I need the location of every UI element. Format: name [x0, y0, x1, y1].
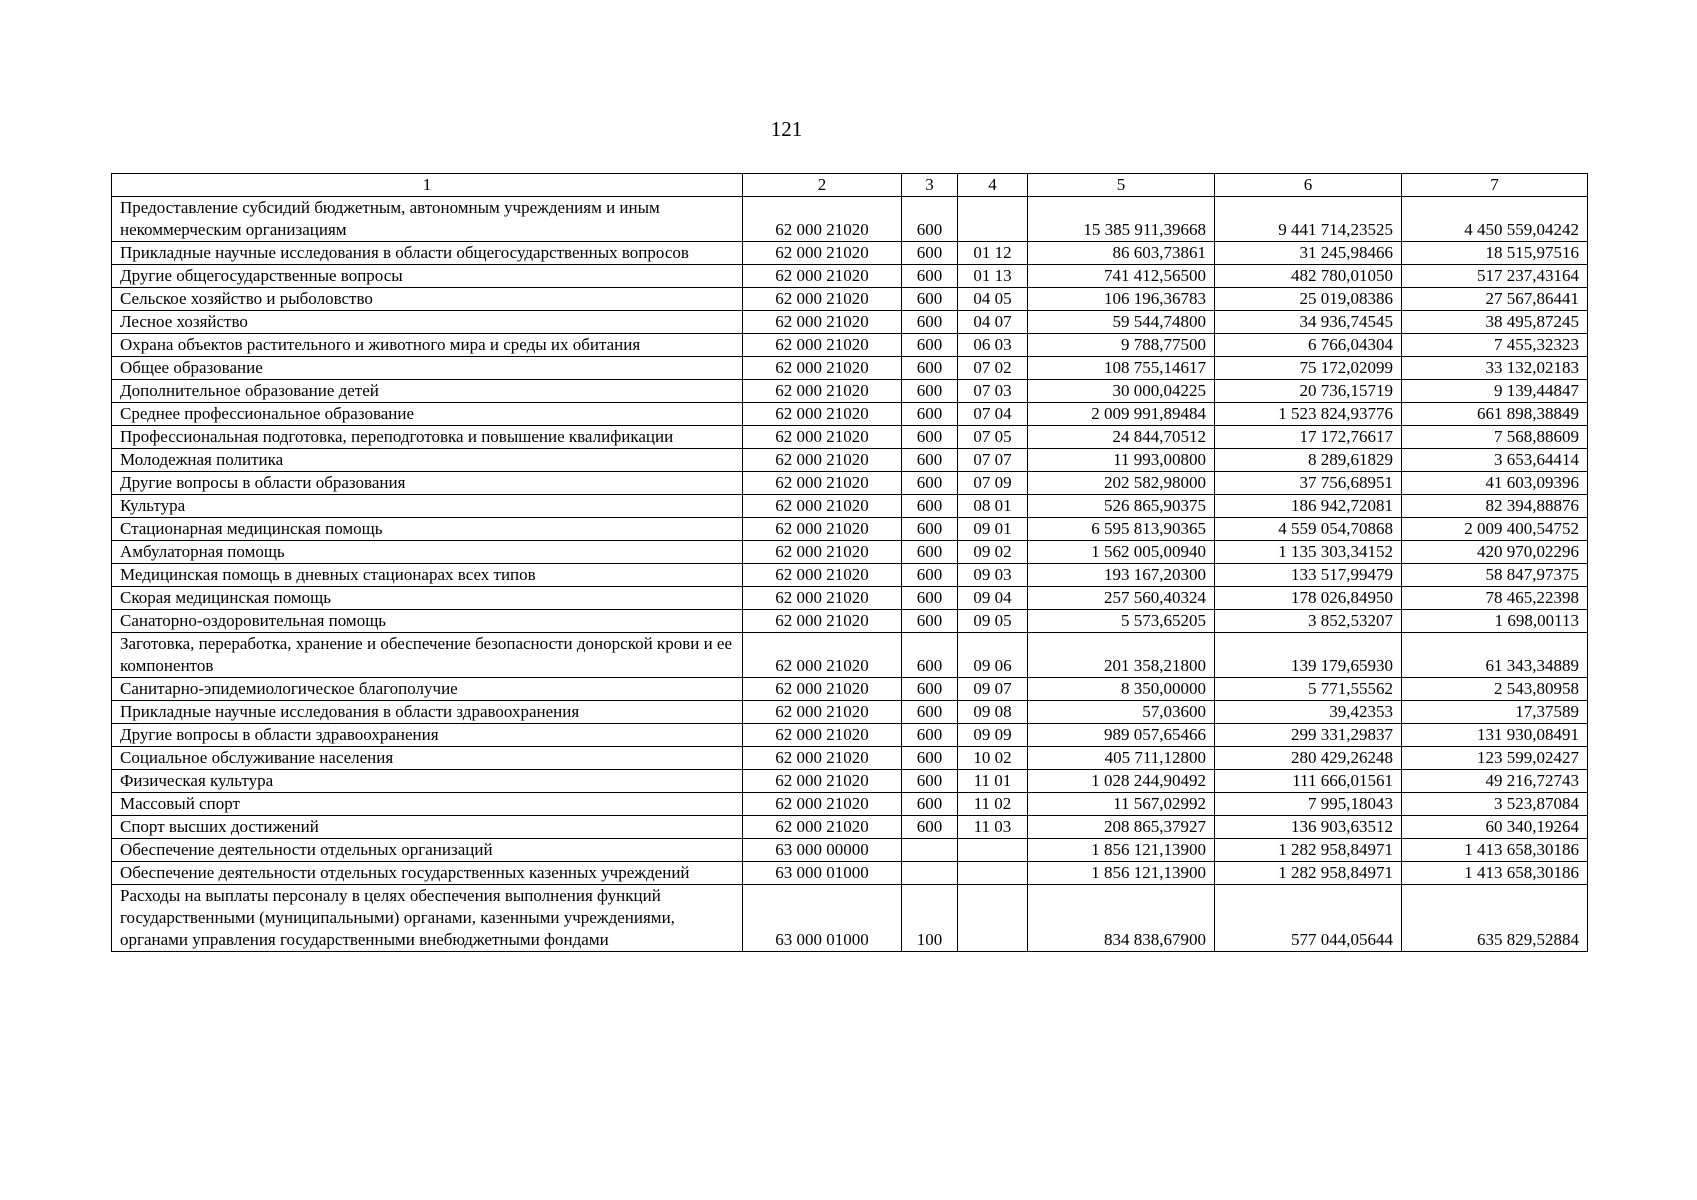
row-vr-cell: 600	[902, 472, 958, 495]
row-value-6-cell: 8 289,61829	[1215, 449, 1402, 472]
row-value-5-cell: 11 567,02992	[1028, 793, 1215, 816]
row-name-cell: Другие вопросы в области образования	[112, 472, 743, 495]
row-section-cell: 09 07	[958, 678, 1028, 701]
row-name-cell: Охрана объектов растительного и животного мира и среды их обитания	[112, 334, 743, 357]
row-section-cell: 01 13	[958, 265, 1028, 288]
row-code-cell: 62 000 21020	[743, 793, 902, 816]
row-value-5-cell: 9 788,77500	[1028, 334, 1215, 357]
table-row	[112, 495, 1588, 518]
row-value-7-cell: 18 515,97516	[1402, 242, 1588, 265]
table-row	[112, 541, 1588, 564]
row-section-cell: 09 09	[958, 724, 1028, 747]
row-value-6-cell: 178 026,84950	[1215, 587, 1402, 610]
column-header: 7	[1402, 174, 1588, 197]
row-value-6-cell: 299 331,29837	[1215, 724, 1402, 747]
column-header: 6	[1215, 174, 1402, 197]
row-value-6-cell: 4 559 054,70868	[1215, 518, 1402, 541]
row-section-cell: 07 09	[958, 472, 1028, 495]
row-section-cell: 09 06	[958, 633, 1028, 678]
header-row	[112, 174, 1588, 197]
row-section-cell: 11 01	[958, 770, 1028, 793]
row-value-6-cell: 3 852,53207	[1215, 610, 1402, 633]
table-row	[112, 242, 1588, 265]
row-vr-cell: 600	[902, 587, 958, 610]
row-code-cell: 63 000 01000	[743, 862, 902, 885]
row-vr-cell: 600	[902, 288, 958, 311]
table-row	[112, 610, 1588, 633]
row-name-cell: Культура	[112, 495, 743, 518]
row-vr-cell	[902, 862, 958, 885]
row-value-6-cell: 20 736,15719	[1215, 380, 1402, 403]
row-name-cell: Лесное хозяйство	[112, 311, 743, 334]
row-vr-cell: 600	[902, 724, 958, 747]
table-row	[112, 793, 1588, 816]
row-name-cell: Скорая медицинская помощь	[112, 587, 743, 610]
table-row	[112, 564, 1588, 587]
row-value-6-cell: 1 135 303,34152	[1215, 541, 1402, 564]
row-value-6-cell: 577 044,05644	[1215, 885, 1402, 952]
row-value-5-cell: 59 544,74800	[1028, 311, 1215, 334]
row-value-5-cell: 526 865,90375	[1028, 495, 1215, 518]
row-code-cell: 62 000 21020	[743, 288, 902, 311]
table-row	[112, 265, 1588, 288]
row-value-5-cell: 257 560,40324	[1028, 587, 1215, 610]
table-row	[112, 885, 1588, 952]
row-value-5-cell: 834 838,67900	[1028, 885, 1215, 952]
row-name-cell: Среднее профессиональное образование	[112, 403, 743, 426]
row-value-5-cell: 989 057,65466	[1028, 724, 1215, 747]
table-row	[112, 747, 1588, 770]
row-value-5-cell: 1 028 244,90492	[1028, 770, 1215, 793]
row-value-7-cell: 82 394,88876	[1402, 495, 1588, 518]
page-number	[0, 117, 1697, 141]
row-name-cell: Заготовка, переработка, хранение и обеспечение безопасности донорской крови и ее компонентов	[112, 633, 743, 678]
row-code-cell: 62 000 21020	[743, 724, 902, 747]
page-number-text: 121	[770, 117, 803, 141]
row-value-6-cell: 111 666,01561	[1215, 770, 1402, 793]
table-row	[112, 426, 1588, 449]
row-section-cell: 09 03	[958, 564, 1028, 587]
table-row	[112, 403, 1588, 426]
row-name-cell: Расходы на выплаты персоналу в целях обеспечения выполнения функций государственными (муниципальными) органами, казенными учреждениями, органами управления государственными внебюджетными фондами	[112, 885, 743, 952]
row-code-cell: 62 000 21020	[743, 610, 902, 633]
budget-table	[111, 173, 1588, 952]
column-header: 2	[743, 174, 902, 197]
row-name-cell: Обеспечение деятельности отдельных государственных казенных учреждений	[112, 862, 743, 885]
row-section-cell	[958, 839, 1028, 862]
row-vr-cell: 600	[902, 265, 958, 288]
row-section-cell: 01 12	[958, 242, 1028, 265]
row-value-7-cell: 49 216,72743	[1402, 770, 1588, 793]
row-section-cell: 07 04	[958, 403, 1028, 426]
row-value-5-cell: 1 856 121,13900	[1028, 862, 1215, 885]
row-value-6-cell: 34 936,74545	[1215, 311, 1402, 334]
row-vr-cell: 600	[902, 242, 958, 265]
row-name-cell: Другие общегосударственные вопросы	[112, 265, 743, 288]
row-value-5-cell: 30 000,04225	[1028, 380, 1215, 403]
row-code-cell: 62 000 21020	[743, 357, 902, 380]
row-section-cell	[958, 885, 1028, 952]
row-value-6-cell: 1 523 824,93776	[1215, 403, 1402, 426]
table-row	[112, 816, 1588, 839]
row-vr-cell: 600	[902, 518, 958, 541]
row-value-7-cell: 9 139,44847	[1402, 380, 1588, 403]
table-row	[112, 357, 1588, 380]
row-value-7-cell: 7 568,88609	[1402, 426, 1588, 449]
row-section-cell: 04 07	[958, 311, 1028, 334]
table-row	[112, 678, 1588, 701]
row-name-cell: Физическая культура	[112, 770, 743, 793]
row-value-6-cell: 1 282 958,84971	[1215, 839, 1402, 862]
row-value-6-cell: 136 903,63512	[1215, 816, 1402, 839]
row-name-cell: Массовый спорт	[112, 793, 743, 816]
row-section-cell: 11 03	[958, 816, 1028, 839]
row-value-5-cell: 6 595 813,90365	[1028, 518, 1215, 541]
row-value-6-cell: 75 172,02099	[1215, 357, 1402, 380]
row-name-cell: Дополнительное образование детей	[112, 380, 743, 403]
row-code-cell: 62 000 21020	[743, 770, 902, 793]
row-code-cell: 62 000 21020	[743, 633, 902, 678]
row-value-6-cell: 37 756,68951	[1215, 472, 1402, 495]
row-value-5-cell: 106 196,36783	[1028, 288, 1215, 311]
row-section-cell: 06 03	[958, 334, 1028, 357]
row-section-cell: 07 07	[958, 449, 1028, 472]
row-vr-cell: 100	[902, 885, 958, 952]
row-value-5-cell: 8 350,00000	[1028, 678, 1215, 701]
row-value-6-cell: 1 282 958,84971	[1215, 862, 1402, 885]
row-vr-cell: 600	[902, 334, 958, 357]
column-header: 1	[112, 174, 743, 197]
row-code-cell: 62 000 21020	[743, 334, 902, 357]
table-row	[112, 380, 1588, 403]
row-value-5-cell: 57,03600	[1028, 701, 1215, 724]
row-value-6-cell: 482 780,01050	[1215, 265, 1402, 288]
row-value-7-cell: 131 930,08491	[1402, 724, 1588, 747]
row-value-5-cell: 2 009 991,89484	[1028, 403, 1215, 426]
row-section-cell: 10 02	[958, 747, 1028, 770]
row-value-5-cell: 202 582,98000	[1028, 472, 1215, 495]
row-value-7-cell: 38 495,87245	[1402, 311, 1588, 334]
row-name-cell: Медицинская помощь в дневных стационарах всех типов	[112, 564, 743, 587]
row-section-cell: 04 05	[958, 288, 1028, 311]
row-section-cell: 09 01	[958, 518, 1028, 541]
table-row	[112, 197, 1588, 242]
row-vr-cell: 600	[902, 747, 958, 770]
row-vr-cell: 600	[902, 541, 958, 564]
row-value-7-cell: 33 132,02183	[1402, 357, 1588, 380]
row-value-5-cell: 108 755,14617	[1028, 357, 1215, 380]
row-vr-cell: 600	[902, 633, 958, 678]
row-value-6-cell: 25 019,08386	[1215, 288, 1402, 311]
row-code-cell: 62 000 21020	[743, 678, 902, 701]
row-value-5-cell: 193 167,20300	[1028, 564, 1215, 587]
row-value-7-cell: 78 465,22398	[1402, 587, 1588, 610]
column-header: 3	[902, 174, 958, 197]
row-value-6-cell: 6 766,04304	[1215, 334, 1402, 357]
row-vr-cell: 600	[902, 610, 958, 633]
row-section-cell: 09 08	[958, 701, 1028, 724]
table-row	[112, 633, 1588, 678]
table-row	[112, 701, 1588, 724]
row-code-cell: 63 000 00000	[743, 839, 902, 862]
row-value-6-cell: 133 517,99479	[1215, 564, 1402, 587]
row-code-cell: 62 000 21020	[743, 816, 902, 839]
table-row	[112, 770, 1588, 793]
row-value-7-cell: 1 413 658,30186	[1402, 862, 1588, 885]
row-section-cell: 09 04	[958, 587, 1028, 610]
row-code-cell: 62 000 21020	[743, 242, 902, 265]
row-name-cell: Предоставление субсидий бюджетным, автономным учреждениям и иным некоммерческим организациям	[112, 197, 743, 242]
row-section-cell: 11 02	[958, 793, 1028, 816]
row-vr-cell: 600	[902, 449, 958, 472]
row-value-7-cell: 3 653,64414	[1402, 449, 1588, 472]
row-code-cell: 62 000 21020	[743, 518, 902, 541]
row-value-7-cell: 41 603,09396	[1402, 472, 1588, 495]
row-vr-cell: 600	[902, 564, 958, 587]
row-section-cell: 07 05	[958, 426, 1028, 449]
row-vr-cell: 600	[902, 793, 958, 816]
table-row	[112, 587, 1588, 610]
row-name-cell: Профессиональная подготовка, переподготовка и повышение квалификации	[112, 426, 743, 449]
row-code-cell: 62 000 21020	[743, 541, 902, 564]
row-value-5-cell: 5 573,65205	[1028, 610, 1215, 633]
table-row	[112, 724, 1588, 747]
row-name-cell: Обеспечение деятельности отдельных организаций	[112, 839, 743, 862]
row-vr-cell: 600	[902, 701, 958, 724]
row-name-cell: Социальное обслуживание населения	[112, 747, 743, 770]
row-section-cell: 07 03	[958, 380, 1028, 403]
row-code-cell: 63 000 01000	[743, 885, 902, 952]
row-value-7-cell: 60 340,19264	[1402, 816, 1588, 839]
row-code-cell: 62 000 21020	[743, 197, 902, 242]
row-value-6-cell: 31 245,98466	[1215, 242, 1402, 265]
row-value-6-cell: 186 942,72081	[1215, 495, 1402, 518]
table-row	[112, 288, 1588, 311]
row-section-cell: 09 02	[958, 541, 1028, 564]
row-name-cell: Спорт высших достижений	[112, 816, 743, 839]
row-code-cell: 62 000 21020	[743, 403, 902, 426]
row-section-cell: 09 05	[958, 610, 1028, 633]
column-header: 5	[1028, 174, 1215, 197]
row-value-7-cell: 420 970,02296	[1402, 541, 1588, 564]
row-value-5-cell: 86 603,73861	[1028, 242, 1215, 265]
row-value-6-cell: 17 172,76617	[1215, 426, 1402, 449]
row-code-cell: 62 000 21020	[743, 472, 902, 495]
row-code-cell: 62 000 21020	[743, 449, 902, 472]
row-vr-cell: 600	[902, 380, 958, 403]
row-value-5-cell: 15 385 911,39668	[1028, 197, 1215, 242]
row-value-7-cell: 58 847,97375	[1402, 564, 1588, 587]
row-name-cell: Другие вопросы в области здравоохранения	[112, 724, 743, 747]
row-code-cell: 62 000 21020	[743, 747, 902, 770]
table-body	[112, 174, 1588, 952]
row-section-cell	[958, 197, 1028, 242]
row-vr-cell: 600	[902, 197, 958, 242]
row-value-5-cell: 201 358,21800	[1028, 633, 1215, 678]
row-code-cell: 62 000 21020	[743, 701, 902, 724]
row-code-cell: 62 000 21020	[743, 380, 902, 403]
row-section-cell: 08 01	[958, 495, 1028, 518]
row-section-cell: 07 02	[958, 357, 1028, 380]
row-value-7-cell: 2 543,80958	[1402, 678, 1588, 701]
row-vr-cell: 600	[902, 403, 958, 426]
row-name-cell: Санитарно-эпидемиологическое благополучие	[112, 678, 743, 701]
row-value-7-cell: 7 455,32323	[1402, 334, 1588, 357]
row-value-7-cell: 1 698,00113	[1402, 610, 1588, 633]
row-value-7-cell: 517 237,43164	[1402, 265, 1588, 288]
row-name-cell: Амбулаторная помощь	[112, 541, 743, 564]
row-vr-cell: 600	[902, 357, 958, 380]
row-value-7-cell: 4 450 559,04242	[1402, 197, 1588, 242]
table-row	[112, 518, 1588, 541]
row-value-6-cell: 9 441 714,23525	[1215, 197, 1402, 242]
row-name-cell: Прикладные научные исследования в области общегосударственных вопросов	[112, 242, 743, 265]
row-value-6-cell: 5 771,55562	[1215, 678, 1402, 701]
row-value-6-cell: 39,42353	[1215, 701, 1402, 724]
table-row	[112, 334, 1588, 357]
row-value-7-cell: 17,37589	[1402, 701, 1588, 724]
row-vr-cell: 600	[902, 770, 958, 793]
row-value-5-cell: 1 856 121,13900	[1028, 839, 1215, 862]
column-header: 4	[958, 174, 1028, 197]
row-value-5-cell: 405 711,12800	[1028, 747, 1215, 770]
row-name-cell: Стационарная медицинская помощь	[112, 518, 743, 541]
table-row	[112, 311, 1588, 334]
row-code-cell: 62 000 21020	[743, 587, 902, 610]
row-name-cell: Санаторно-оздоровительная помощь	[112, 610, 743, 633]
row-value-6-cell: 139 179,65930	[1215, 633, 1402, 678]
row-value-7-cell: 661 898,38849	[1402, 403, 1588, 426]
row-code-cell: 62 000 21020	[743, 495, 902, 518]
row-value-5-cell: 11 993,00800	[1028, 449, 1215, 472]
row-vr-cell: 600	[902, 495, 958, 518]
row-value-6-cell: 7 995,18043	[1215, 793, 1402, 816]
row-value-7-cell: 1 413 658,30186	[1402, 839, 1588, 862]
row-code-cell: 62 000 21020	[743, 265, 902, 288]
table-row	[112, 449, 1588, 472]
row-value-6-cell: 280 429,26248	[1215, 747, 1402, 770]
row-vr-cell: 600	[902, 311, 958, 334]
row-value-7-cell: 635 829,52884	[1402, 885, 1588, 952]
row-value-7-cell: 27 567,86441	[1402, 288, 1588, 311]
row-value-5-cell: 208 865,37927	[1028, 816, 1215, 839]
row-section-cell	[958, 862, 1028, 885]
row-value-7-cell: 2 009 400,54752	[1402, 518, 1588, 541]
row-vr-cell: 600	[902, 426, 958, 449]
row-vr-cell: 600	[902, 678, 958, 701]
row-value-5-cell: 24 844,70512	[1028, 426, 1215, 449]
row-name-cell: Прикладные научные исследования в области здравоохранения	[112, 701, 743, 724]
row-name-cell: Сельское хозяйство и рыболовство	[112, 288, 743, 311]
row-value-7-cell: 61 343,34889	[1402, 633, 1588, 678]
row-name-cell: Молодежная политика	[112, 449, 743, 472]
table-row	[112, 472, 1588, 495]
row-code-cell: 62 000 21020	[743, 426, 902, 449]
row-value-7-cell: 3 523,87084	[1402, 793, 1588, 816]
row-vr-cell	[902, 839, 958, 862]
table-row	[112, 839, 1588, 862]
row-value-5-cell: 1 562 005,00940	[1028, 541, 1215, 564]
table-row	[112, 862, 1588, 885]
row-code-cell: 62 000 21020	[743, 311, 902, 334]
row-vr-cell: 600	[902, 816, 958, 839]
row-code-cell: 62 000 21020	[743, 564, 902, 587]
row-value-5-cell: 741 412,56500	[1028, 265, 1215, 288]
row-name-cell: Общее образование	[112, 357, 743, 380]
row-value-7-cell: 123 599,02427	[1402, 747, 1588, 770]
